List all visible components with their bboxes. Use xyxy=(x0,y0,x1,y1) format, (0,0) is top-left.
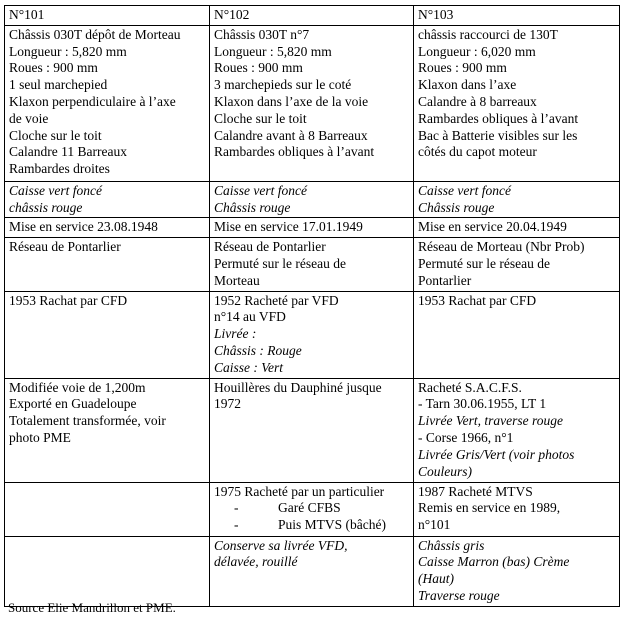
cell-102-current xyxy=(210,536,414,606)
cell-103-number xyxy=(414,6,620,26)
cell-line: Calandre avant à 8 Barreaux xyxy=(214,127,368,143)
cell-line: Longueur : 6,020 mm xyxy=(418,43,536,59)
cell-line: Caisse vert foncé xyxy=(214,182,307,198)
cell-101-service-date xyxy=(5,218,210,238)
cell-line: Longueur : 5,820 mm xyxy=(214,43,332,59)
cell-line: Totalement transformée, voir xyxy=(9,413,166,429)
bullet-item xyxy=(214,517,409,534)
cell-line: 1953 Rachat par CFD xyxy=(418,292,537,308)
cell-line: Calandre à 8 barreaux xyxy=(418,93,537,109)
cell-line: Mise en service 20.04.1949 xyxy=(418,219,567,235)
cell-line: Caisse : Vert xyxy=(214,359,283,375)
cell-line: N°102 xyxy=(214,7,250,22)
cell-line: Livrée Gris/Vert (voir photos xyxy=(418,446,575,462)
table-row xyxy=(5,536,620,606)
cell-line: Réseau de Pontarlier xyxy=(214,239,326,255)
cell-102-later xyxy=(210,482,414,536)
cell-line: Cloche sur le toit xyxy=(9,127,102,143)
table-row xyxy=(5,378,620,482)
cell-102-buyback xyxy=(210,291,414,378)
cell-line: Traverse rouge xyxy=(418,587,500,603)
cell-line: N°101 xyxy=(9,7,45,22)
cell-line: Klaxon perpendiculaire à l’axe xyxy=(9,93,176,109)
bullet-marker: - xyxy=(234,517,239,533)
cell-103-colours xyxy=(414,181,620,218)
source-note: Source Elie Mandrillon et PME. xyxy=(8,600,176,615)
cell-103-current xyxy=(414,536,620,606)
cell-line: Cloche sur le toit xyxy=(214,110,307,126)
cell-line: 1987 Racheté MTVS xyxy=(418,483,533,499)
cell-line: Roues : 900 mm xyxy=(214,60,303,76)
cell-line: Racheté S.A.C.F.S. xyxy=(418,379,522,395)
cell-line: Caisse vert foncé xyxy=(9,182,102,198)
cell-line: Calandre 11 Barreaux xyxy=(9,144,127,160)
cell-102-colours xyxy=(210,181,414,218)
cell-line: Caisse vert foncé xyxy=(418,182,511,198)
table-row xyxy=(5,218,620,238)
cell-line: Bac à Batterie visibles sur les xyxy=(418,127,578,143)
cell-line: Châssis rouge xyxy=(418,199,495,215)
cell-103-later xyxy=(414,482,620,536)
cell-line: de voie xyxy=(9,110,49,126)
cell-103-history xyxy=(414,378,620,482)
cell-line: 1975 Racheté par un particulier xyxy=(214,483,385,499)
cell-line: Châssis gris xyxy=(418,537,485,553)
cell-line: 1952 Racheté par VFD xyxy=(214,292,339,308)
cell-line: Châssis rouge xyxy=(214,199,291,215)
cell-102-number xyxy=(210,6,414,26)
cell-line: Rambardes obliques à l’avant xyxy=(418,110,579,126)
cell-line: Rambardes obliques à l’avant xyxy=(214,144,375,160)
cell-line: 3 marchepieds sur le coté xyxy=(214,77,352,93)
cell-line: côtés du capot moteur xyxy=(418,144,537,160)
cell-line: n°101 xyxy=(418,517,451,533)
cell-line: Mise en service 23.08.1948 xyxy=(9,219,158,235)
cell-line: Pontarlier xyxy=(418,272,472,288)
cell-101-network xyxy=(5,238,210,291)
cell-line: châssis raccourci de 130T xyxy=(418,26,558,42)
cell-line: Réseau de Pontarlier xyxy=(9,239,121,255)
cell-102-service-date xyxy=(210,218,414,238)
cell-101-colours xyxy=(5,181,210,218)
cell-line: Permuté sur le réseau de xyxy=(214,255,346,271)
cell-line: Morteau xyxy=(214,272,260,288)
cell-line: Modifiée voie de 1,200m xyxy=(9,379,146,395)
bullet-text: Puis MTVS (bâché) xyxy=(278,517,386,533)
cell-line: n°14 au VFD xyxy=(214,309,286,325)
cell-line: Livrée : xyxy=(214,326,257,342)
cell-102-specs xyxy=(210,25,414,181)
cell-line: 1972 xyxy=(214,396,241,412)
cell-101-later xyxy=(5,482,210,536)
cell-103-service-date xyxy=(414,218,620,238)
cell-line: Mise en service 17.01.1949 xyxy=(214,219,363,235)
cell-line: délavée, rouillé xyxy=(214,554,298,570)
cell-101-buyback xyxy=(5,291,210,378)
cell-101-history xyxy=(5,378,210,482)
cell-line: Réseau de Morteau (Nbr Prob) xyxy=(418,239,585,255)
cell-103-specs xyxy=(414,25,620,181)
cell-line: Conserve sa livrée VFD, xyxy=(214,537,348,553)
cell-line: Klaxon dans l’axe de la voie xyxy=(214,93,369,109)
cell-line: Exporté en Guadeloupe xyxy=(9,396,137,412)
cell-102-network xyxy=(210,238,414,291)
cell-line: Permuté sur le réseau de xyxy=(418,255,550,271)
cell-line: 1953 Rachat par CFD xyxy=(9,292,128,308)
cell-line: Châssis : Rouge xyxy=(214,342,302,358)
table-row xyxy=(5,181,620,218)
cell-line: N°103 xyxy=(418,7,454,22)
cell-line: Rambardes droites xyxy=(9,161,110,177)
cell-line: photo PME xyxy=(9,429,71,445)
locomotive-comparison-table xyxy=(4,5,620,607)
bullet-item xyxy=(214,500,409,517)
cell-103-buyback xyxy=(414,291,620,378)
cell-line: Roues : 900 mm xyxy=(9,60,98,76)
table-row xyxy=(5,238,620,291)
cell-line: Châssis 030T dépôt de Morteau xyxy=(9,26,181,42)
table-row xyxy=(5,291,620,378)
cell-line: Roues : 900 mm xyxy=(418,60,507,76)
cell-line: (Haut) xyxy=(418,571,454,587)
cell-103-network xyxy=(414,238,620,291)
bullet-marker: - xyxy=(234,500,239,516)
cell-line: - Tarn 30.06.1955, LT 1 xyxy=(418,396,547,412)
cell-line: Livrée Vert, traverse rouge xyxy=(418,413,563,429)
cell-101-specs xyxy=(5,25,210,181)
table-row xyxy=(5,25,620,181)
bullet-text: Garé CFBS xyxy=(278,500,341,516)
cell-line: Remis en service en 1989, xyxy=(418,500,561,516)
cell-line: châssis rouge xyxy=(9,199,83,215)
cell-102-history xyxy=(210,378,414,482)
table-row xyxy=(5,6,620,26)
cell-line: Couleurs) xyxy=(418,463,472,479)
cell-line: Houillères du Dauphiné jusque xyxy=(214,379,382,395)
cell-line: Klaxon dans l’axe xyxy=(418,77,517,93)
cell-101-number xyxy=(5,6,210,26)
cell-line: 1 seul marchepied xyxy=(9,77,108,93)
cell-line: Châssis 030T n°7 xyxy=(214,26,310,42)
cell-line: Caisse Marron (bas) Crème xyxy=(418,554,570,570)
cell-101-current xyxy=(5,536,210,606)
table-row xyxy=(5,482,620,536)
cell-line: - Corse 1966, n°1 xyxy=(418,429,514,445)
cell-line: Longueur : 5,820 mm xyxy=(9,43,127,59)
